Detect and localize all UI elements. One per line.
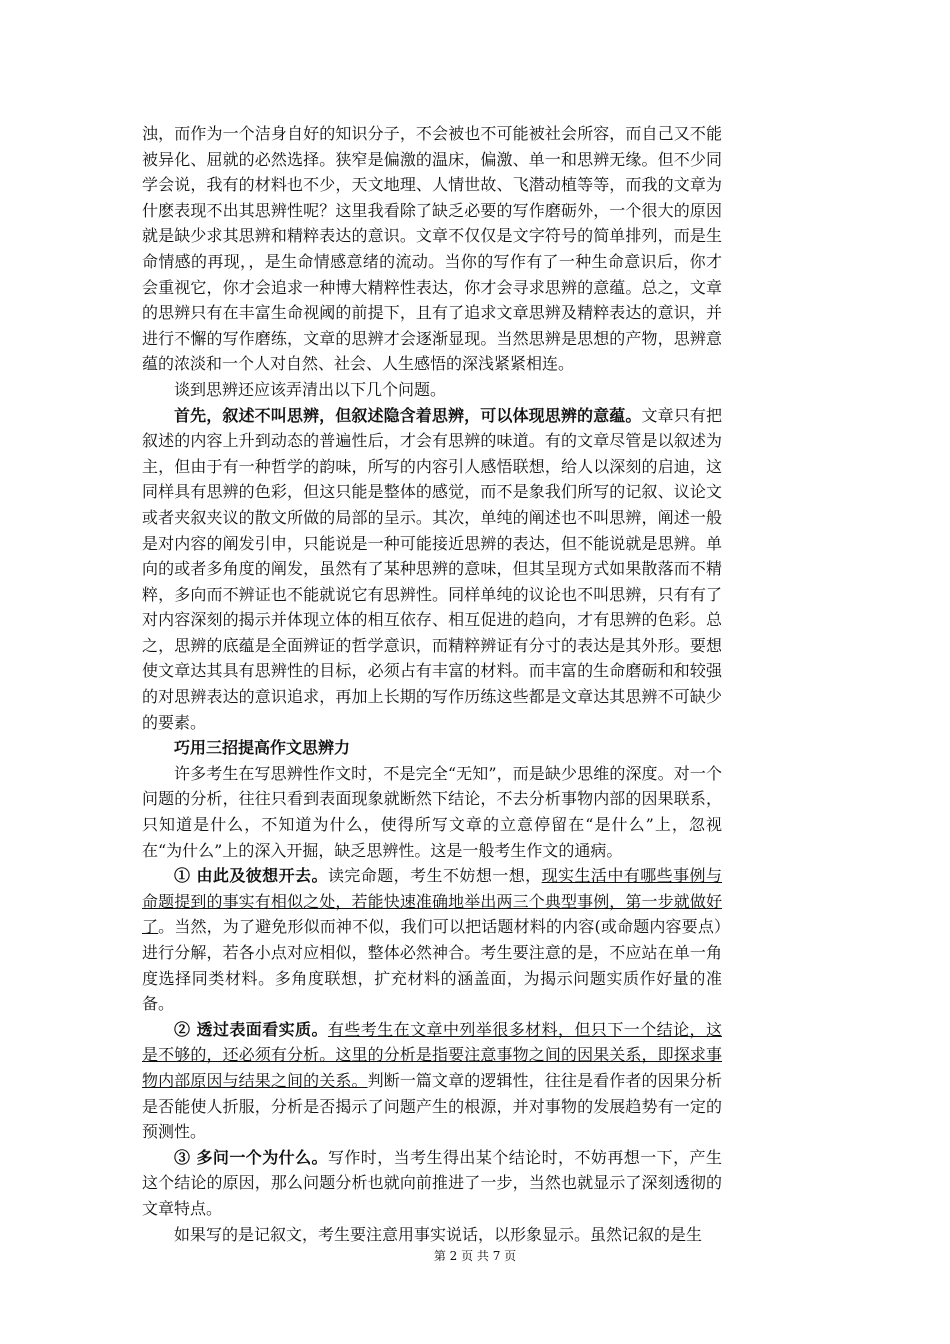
paragraph-tip-3 bbox=[142, 1145, 722, 1222]
paragraph-common-problem: 许多考生在写思辨性作文时，不是完全“无知”，而是缺少思维的深度。对一个问题的分析，往往只看到表面现象就断然下结论，不去分析事物内部的因果联系，只知道是什么，不知道为什么，使得所写文章的立意停留在“是什么”上，忽视在“为什么”上的深入开掘，缺乏思辨性。这是一般考生作文的通病。 bbox=[142, 763, 722, 860]
page-number: 第 2 页 共 7 页 bbox=[433, 1249, 517, 1263]
section-heading: 巧用三招提高作文思辨力 bbox=[174, 738, 351, 758]
paragraph-narration-vs-dialectics bbox=[142, 403, 722, 736]
paragraph-intro-questions: 谈到思辨还应该弄清出以下几个问题。 bbox=[174, 379, 447, 399]
tip-2-underlined-text: 有些考生在文章中列举很多材料，但只下一个结论，这是不够的，还必须有分析。这里的分析是指要注意事物之间的因果关系，即探求事物内部原因与结果之间的关系。 bbox=[142, 1019, 722, 1090]
paragraph-tip-1 bbox=[142, 863, 722, 1017]
bold-lead-sentence: 首先，叙述不叫思辨，但叙述隐含着思辨，可以体现思辨的意蕴。 bbox=[174, 405, 642, 425]
paragraph-tip-2 bbox=[142, 1017, 722, 1145]
tip-3-heading: ③ 多问一个为什么。 bbox=[174, 1147, 328, 1167]
tip-1-text-before: 读完命题，考生不妨想一想， bbox=[327, 866, 542, 886]
tip-2-heading: ② 透过表面看实质。 bbox=[174, 1019, 328, 1039]
document-body bbox=[142, 121, 722, 1247]
tip-1-heading: ① 由此及彼想开去。 bbox=[174, 866, 328, 886]
page-footer bbox=[0, 1247, 950, 1264]
paragraph-narrative-essay: 如果写的是记叙文，考生要注意用事实说话，以形象显示。虽然记叙的是生 bbox=[174, 1224, 703, 1244]
paragraph-body-text: 文章只有把叙述的内容上升到动态的普遍性后，才会有思辨的味道。有的文章尽管是以叙述为主，但由于有一种哲学的韵味，所写的内容引人感悟联想，给人以深刻的启迪，这同样具有思辨的色彩，但这只能是整体的感觉，而不是象我们所写的记叙、议论文或者夹叙夹议的散文所做的局部的呈示。其次，单纯的阐述也不叫思辨，阐述一般是对内容的阐发引申，只能说是一种可能接近思辨的表达，但不能说就是思辨。单向的或者多角度的阐发，虽然有了某种思辨的意味，但其呈现方式如果散落而不精粹，多向而不辨证也不能就说它有思辨性。同样单纯的议论也不叫思辨，只有有了对内容深刻的揭示并体现立体的相互依存、相互促进的趋向，才有思辨的色彩。总之，思辨的底蕴是全面辨证的哲学意识，而精粹辨证有分寸的表达是其外形。要想使文章达其具有思辨性的目标，必须占有丰富的材料。而丰富的生命磨砺和和较强的对思辨表达的意识追求，再加上长期的写作历练这些都是文章达其思辨不可缺少的要素。 bbox=[142, 405, 722, 732]
tip-1-underlined-text: 现实生活中有哪些事例与命题提到的事实有相似之处，若能快速准确地举出两三个典型事例，第一步就做好了 bbox=[142, 866, 722, 937]
paragraph-continuation: 浊，而作为一个洁身自好的知识分子，不会被也不可能被社会所容，而自己又不能被异化、屈就的必然选择。狭窄是偏激的温床，偏激、单一和思辨无缘。但不少同学会说，我有的材料也不少，天文地理、人情世故、飞潜动植等等，而我的文章为什麽表现不出其思辨性呢？这里我看除了缺乏必要的写作磨砺外，一个很大的原因就是缺少求其思辨和精粹表达的意识。文章不仅仅是文字符号的简单排列，而是生命情感的再现，，是生命情感意绪的流动。当你的写作有了一种生命意识后，你才会重视它，你才会追求一种博大精粹性表达，你才会寻求思辨的意蕴。总之，文章的思辨只有在丰富生命视阈的前提下，且有了追求文章思辨及精粹表达的意识，并进行不懈的写作磨练，文章的思辨才会逐渐显现。当然思辨是思想的产物，思辨意蕴的浓淡和一个人对自然、社会、人生感悟的深浅紧紧相连。 bbox=[142, 124, 722, 374]
tip-2-text-after: 判断一篇文章的逻辑性，往往是看作者的因果分析是否能使人折服，分析是否揭示了问题产生的根源，并对事物的发展趋势有一定的预测性。 bbox=[142, 1070, 722, 1142]
tip-1-text-after: 。当然，为了避免形似而神不似，我们可以把话题材料的内容(或命题内容要点）进行分解，若各小点对应相似，整体必然神合。考生要注意的是，不应站在单一角度选择同类材料。多角度联想，扩充材料的涵盖面，为揭示问题实质作好量的准备。 bbox=[142, 917, 722, 1014]
tip-3-text: 写作时，当考生得出某个结论时，不妨再想一下，产生这个结论的原因，那么问题分析也就向前推进了一步，当然也就显示了深刻透彻的文章特点。 bbox=[142, 1147, 722, 1218]
